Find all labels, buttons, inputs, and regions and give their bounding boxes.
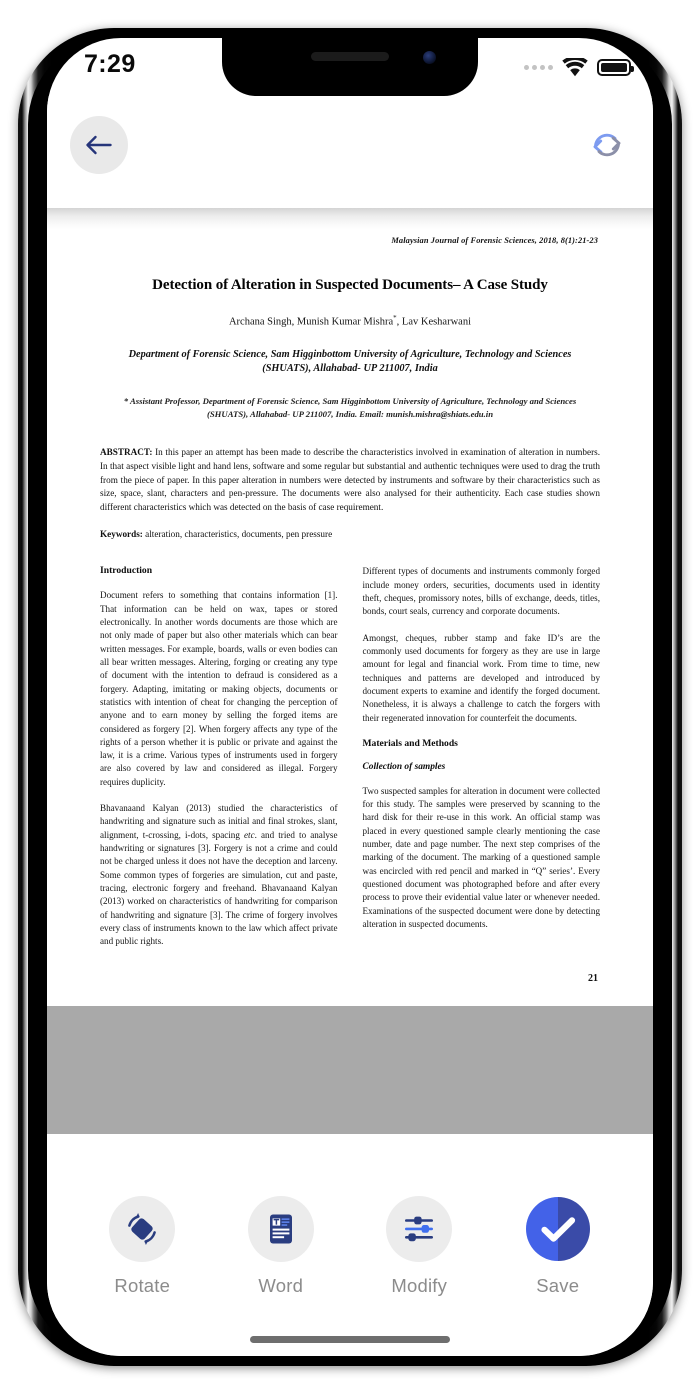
left-p2-part1: Bhavanaand Kalyan (2013) studied the characteristics of handwriting and signature such as initial and final strokes, slant, alignment, t-crossing, i-dots, spacing: [100, 803, 338, 840]
abstract-text: In this paper an attempt has been made to describe the characteristics involved in examination of alteration in numbers. In that aspect visible light and hand lens, software and some regular but substantial and authentic techniques were used to drag the truth from the piece of paper. In this paper alteration in numbers were detected by instruments and software by their characteristics such as size, space, slant, characters and pen-pressure. The documents were also analysed for their authenticity. Each case studies shown different characteristics which was detected on the basis of case requirement.: [100, 447, 600, 512]
paper-title: Detection of Alteration in Suspected Documents– A Case Study: [152, 277, 548, 293]
status-time: 7:29: [84, 50, 136, 78]
status-indicators: [524, 58, 631, 77]
home-indicator[interactable]: [250, 1336, 450, 1343]
sliders-icon: [401, 1212, 437, 1246]
author-footnote-marker: *: [393, 314, 397, 322]
word-icon-container: [248, 1196, 314, 1262]
keywords-label: Keywords:: [100, 529, 143, 540]
keywords-text: alteration, characteristics, documents, pen pressure: [142, 529, 333, 540]
modify-label: Modify: [391, 1275, 448, 1296]
abstract-label: ABSTRACT:: [100, 447, 153, 458]
refresh-button[interactable]: [578, 116, 636, 174]
rotate-button[interactable]: [94, 1196, 190, 1297]
section-heading-introduction: Introduction: [100, 565, 153, 577]
document-viewport[interactable]: [47, 208, 653, 1134]
left-paragraph-1: Document refers to something that contains information [1]. That information can be held on wax, tapes or stored electronically. In another words documents are those which are not only made of paper but also other materials which can bear written messages. For example, boards, walls or even bodies can all bear written messages. Altering, forging or creating any type of document with the intention to defraud is considered as a forgery. Adapting, imitating or making objects, documents or statistics with intention of cheat for changing the perception of anyone and to earn money by selling the forged items are considered as forgery [2]. When forgery affects any type of the rights of a person whether it is public or private and against the law, it is a crime. Various types of instruments used in forgery are also covered by law and considered as illegal. Forgery requires duplicity.: [100, 590, 338, 787]
paper-authors: [100, 314, 600, 328]
back-arrow-icon: [84, 133, 114, 157]
right-column: [363, 565, 601, 931]
save-label: Save: [536, 1275, 580, 1296]
word-label: Word: [258, 1275, 304, 1296]
journal-citation: Malaysian Journal of Forensic Sciences, 2018, 8(1):21-23: [391, 236, 598, 245]
back-button[interactable]: [70, 116, 128, 174]
modify-button[interactable]: [371, 1196, 467, 1297]
word-button[interactable]: [233, 1196, 329, 1297]
paper-footnote: * Assistant Professor, Department of Forensic Science, Sam Higginbottom University of Agriculture, Technology and Sciences (SHUATS), Allahabad- UP 211007, India. Email: munish.mishra@shiats.edu.in: [123, 395, 577, 419]
save-icon-container: [525, 1196, 591, 1262]
rotate-icon-container: [109, 1196, 175, 1262]
wifi-icon: [562, 58, 588, 77]
phone-screen: [47, 38, 653, 1356]
top-navigation-bar: [47, 96, 653, 208]
document-top-shadow: [47, 208, 653, 230]
left-p2-part2: . and tried to analyse handwriting or signatures [3]. Forgery is not a crime and could not be charged unless it does not have the deception and larceny. Some common types of forgeries are simulation, cut and paste, tracing, electronic forgery and freehand. Bhavanaand Kalyan (2013) worked on characteristics of handwriting for comparison of handwriting and signature [3]. The crime of forgery involves every class of instruments known to the law which affect private and public rights.: [100, 829, 338, 947]
rotate-icon: [123, 1210, 161, 1248]
bottom-toolbar: [47, 1134, 653, 1356]
battery-icon: [597, 59, 631, 76]
authors-post: , Lav Kesharwani: [396, 316, 472, 328]
document-page: [47, 208, 653, 1006]
signal-dots-icon: [524, 65, 553, 70]
left-p2-italic: etc: [244, 829, 255, 840]
document-columns: [100, 565, 600, 948]
paper-affiliation: Department of Forensic Science, Sam Higginbottom University of Agriculture, Technology and Sciences (SHUATS), Allahabad- UP 211007, India: [128, 348, 572, 375]
word-document-icon: [264, 1212, 298, 1246]
section-heading-materials-and-methods: Materials and Methods: [362, 737, 458, 749]
subsection-heading-collection-of-samples: Collection of samples: [362, 761, 446, 772]
page-number: 21: [588, 973, 598, 984]
authors-pre: Archana Singh, Munish Kumar Mishra: [228, 316, 394, 328]
left-paragraph-2: [100, 802, 338, 948]
abstract-paragraph: [100, 446, 600, 514]
modify-icon-container: [386, 1196, 452, 1262]
status-bar: [47, 38, 653, 96]
refresh-icon: [587, 125, 627, 165]
rotate-label: Rotate: [114, 1275, 171, 1296]
right-paragraph-2: Amongst, cheques, rubber stamp and fake ID’s are the commonly used documents for forgery as they are use in large amount for legal and financial work. From time to time, new techniques and patterns are developed and introduced by document experts to examine and identify the forged document. Nonetheless, it is always a challenge to catch the forgers with their regenerated innovation for counterfeit the documents.: [362, 632, 600, 723]
save-button[interactable]: [510, 1196, 606, 1297]
keywords-line: [100, 528, 600, 541]
left-column: [100, 565, 338, 948]
right-paragraph-3: Two suspected samples for alteration in document were collected for this study. The samples were preserved by scanning to the hard disk for their re-use in this work. An official stamp was placed in every questioned sample clearly mentioning the case number, date and page number. The next step comprises of the marking of the document. The marking of a questioned sample was encircled with red pencil and marked in “Q” series’. Every questioned document was photographed before and after every process to prove their evidential value later or whenever needed. Examinations of the suspected document were done by detecting alteration in suspected documents.: [362, 785, 600, 929]
right-paragraph-1: Different types of documents and instruments commonly forged include money orders, securities, documents used in identity theft, cheques, promissory notes, bills of exchange, deeds, titles, bonds, court seals, currency and corporate documents.: [362, 566, 600, 617]
check-circle-icon: [525, 1196, 591, 1262]
